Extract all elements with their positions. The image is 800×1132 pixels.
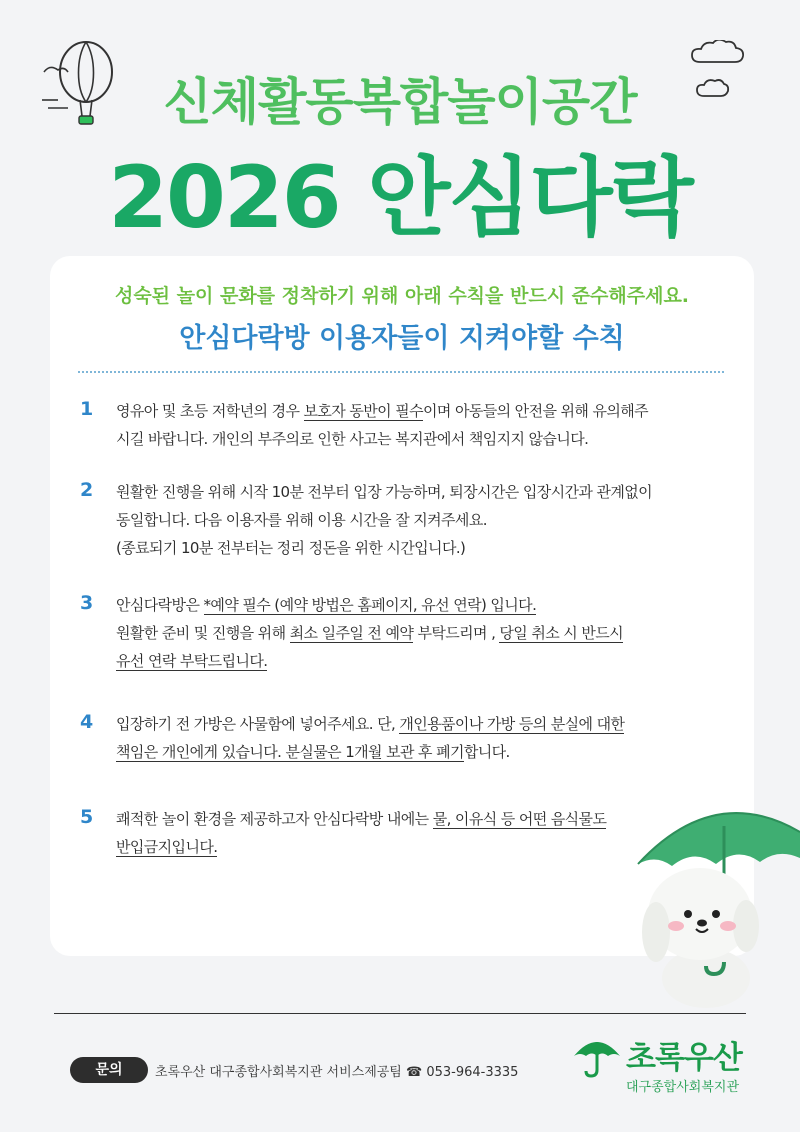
underlined-text: 물, 이유식 등 어떤 음식물도: [432, 810, 607, 828]
underlined-text: 유선 연락 부탁드립니다.: [116, 652, 268, 670]
rules-subtitle: 안심다락방 이용자들이 지켜야할 수칙: [179, 323, 625, 354]
rule-line: [116, 647, 650, 675]
rule-number: 4: [80, 711, 94, 733]
rule-line: 안심다락방은 *예약 필수 (예약 방법은 홈페이지, 유선 연락) 입니다.: [116, 596, 537, 614]
logo-name: 초록우산: [626, 1040, 742, 1076]
rule-5: [50, 805, 650, 861]
rule-4: [50, 710, 650, 766]
underlined-text: 개인용품이나 가방 등의 분실에 대한: [399, 715, 625, 733]
mascot-with-umbrella: [628, 802, 800, 1012]
rule-3: [50, 591, 650, 675]
underlined-text: 반입금지입니다.: [116, 838, 218, 856]
footer-divider: [54, 1013, 746, 1014]
logo-organization: 대구종합사회복지관: [626, 1080, 740, 1095]
rule-line: 동일합니다. 다음 이용자를 위해 이용 시간을 잘 지켜주세요.: [116, 511, 487, 529]
rule-number: 3: [80, 592, 94, 614]
underlined-text: 보호자 동반이 필수: [303, 402, 423, 420]
rule-line: 쾌적한 놀이 환경을 제공하고자 안심다락방 내에는 물, 이유식 등 어떤 음식물도: [116, 810, 607, 828]
rule-line: 입장하기 전 가방은 사물함에 넣어주세요. 단, 개인용품이나 가방 등의 분실에 대한: [116, 715, 625, 733]
rule-line: 영유아 및 초등 저학년의 경우 보호자 동반이 필수이며 아동들의 안전을 위해 유의해주: [116, 402, 649, 420]
inquiry-badge: 문의: [70, 1057, 148, 1083]
rule-number: 2: [80, 479, 94, 501]
title-program-name: 신체활동복합놀이공간: [163, 73, 637, 131]
rule-number: 5: [80, 806, 94, 828]
rule-line: 책임은 개인에게 있습니다. 분실물은 1개월 보관 후 폐기합니다.: [116, 743, 510, 761]
dotted-divider: [78, 371, 724, 373]
underlined-text: 책임은 개인에게 있습니다. 분실물은 1개월 보관 후 폐기: [116, 743, 464, 761]
umbrella-logo-icon: [572, 1034, 622, 1078]
rule-number: 1: [80, 398, 94, 420]
rule-line: 시길 바랍니다. 개인의 부주의로 인한 사고는 복지관에서 책임지지 않습니다.: [116, 430, 589, 448]
contact-info: 초록우산 대구종합사회복지관 서비스제공팀 ☎ 053-964-3335: [155, 1065, 519, 1080]
notice-text: 성숙된 놀이 문화를 정착하기 위해 아래 수칙을 반드시 준수해주세요.: [114, 285, 690, 307]
rule-line: [116, 833, 650, 861]
organization-logo: [572, 1032, 762, 1102]
rule-line: 원활한 준비 및 진행을 위해 최소 일주일 전 예약 부탁드리며 , 당일 취소 시 반드시: [116, 624, 624, 642]
rule-line: (종료되기 10분 전부터는 정리 정돈을 위한 시간입니다.): [116, 539, 466, 557]
rule-1: [50, 397, 650, 453]
underlined-text: 당일 취소 시 반드시: [499, 624, 624, 642]
underlined-text: *예약 필수 (예약 방법은 홈페이지, 유선 연락) 입니다.: [203, 596, 537, 614]
rule-2: [50, 478, 650, 562]
title-main: 2026 안심다락: [108, 148, 692, 248]
rule-line: 원활한 진행을 위해 시작 10분 전부터 입장 가능하며, 퇴장시간은 입장시간과 관계없이: [116, 483, 652, 501]
underlined-text: 최소 일주일 전 예약: [289, 624, 414, 642]
